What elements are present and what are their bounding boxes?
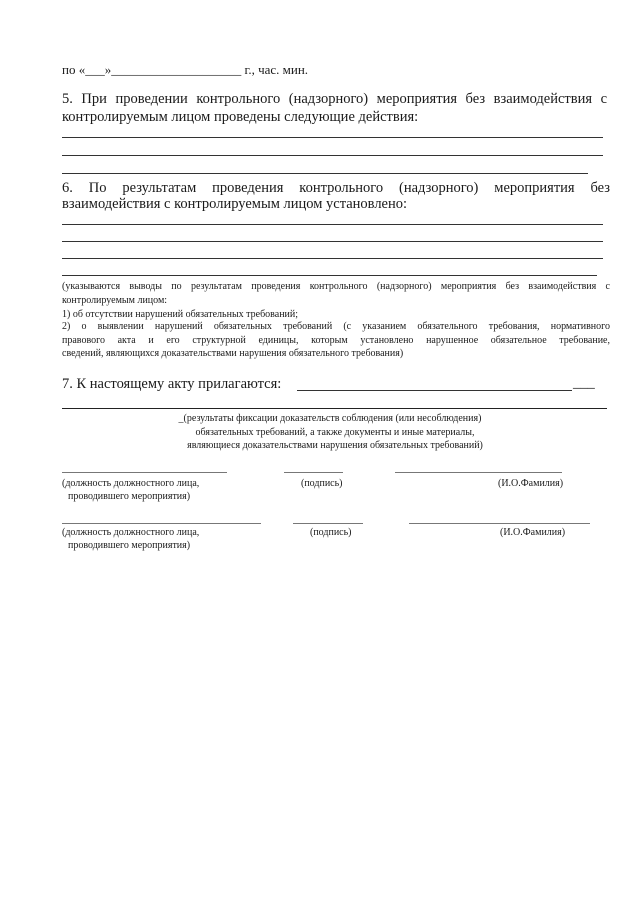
section6-blank-line-2 xyxy=(62,241,603,242)
date-month-field: __________________ xyxy=(111,62,229,77)
note6-line1: (указываются выводы по результатам проведения контрольного (надзорного) мероприятия без взаимодействия с xyxy=(62,281,610,292)
note6-line5: правового акта и его структурной единицы, которым установлено нарушенное обязательное требование, xyxy=(62,335,610,346)
time-field: __ г., час. мин. xyxy=(228,62,309,77)
name-line-1 xyxy=(395,472,562,473)
section7-blank-line xyxy=(297,390,572,391)
section5-blank-line-3 xyxy=(62,173,588,174)
note7-line2: обязательных требований, а также документы и иные материалы, xyxy=(195,427,475,438)
position-line-2 xyxy=(62,523,261,524)
section7-label: 7. К настоящему акту прилагаются: xyxy=(62,376,282,392)
position-label-1a: (должность должностного лица, xyxy=(62,478,200,489)
position-label-2a: (должность должностного лица, xyxy=(62,527,200,538)
name-label-2: (И.О.Фамилия) xyxy=(500,527,566,538)
section6-blank-line-4 xyxy=(62,275,597,276)
section6-line1: 6. По результатам проведения контрольного (надзорного) мероприятия без xyxy=(62,180,610,196)
name-line-2 xyxy=(409,523,590,524)
section5-blank-line-2 xyxy=(62,155,603,156)
section7-full-line xyxy=(62,408,607,409)
sign-line-1 xyxy=(284,472,343,473)
section5-line2: контролируемым лицом проведены следующие действия: xyxy=(62,109,419,125)
section6-blank-line-3 xyxy=(62,258,603,259)
date-time-line xyxy=(62,62,308,78)
position-line-1 xyxy=(62,472,227,473)
note6-line6: сведений, являющихся доказательствами нарушения обязательного требования) xyxy=(62,348,404,359)
section5-blank-line-1 xyxy=(62,137,603,138)
section7-blank-end: ___ xyxy=(573,375,595,391)
note7-line3: являющиеся доказательствами нарушения обязательных требований) xyxy=(187,440,483,451)
note6-line4: 2) о выявлении нарушений обязательных требований (с указанием обязательного требования, нормативного xyxy=(62,321,610,332)
date-day-field: по «___» xyxy=(62,62,112,77)
note7-line1: _(результаты фиксации доказательств соблюдения (или несоблюдения) xyxy=(178,413,482,424)
section6-blank-line-1 xyxy=(62,224,603,225)
sign-label-1: (подпись) xyxy=(301,478,343,489)
position-label-1b: проводившего мероприятия) xyxy=(68,491,191,502)
sign-line-2 xyxy=(293,523,363,524)
note6-line3: 1) об отсутствии нарушений обязательных требований; xyxy=(62,309,299,320)
position-label-2b: проводившего мероприятия) xyxy=(68,540,191,551)
section5-line1: 5. При проведении контрольного (надзорного) мероприятия без взаимодействия с xyxy=(62,91,607,107)
section6-line2: взаимодействия с контролируемым лицом установлено: xyxy=(62,196,408,212)
sign-label-2: (подпись) xyxy=(310,527,352,538)
name-label-1: (И.О.Фамилия) xyxy=(498,478,564,489)
note6-line2: контролируемым лицом: xyxy=(62,295,168,306)
